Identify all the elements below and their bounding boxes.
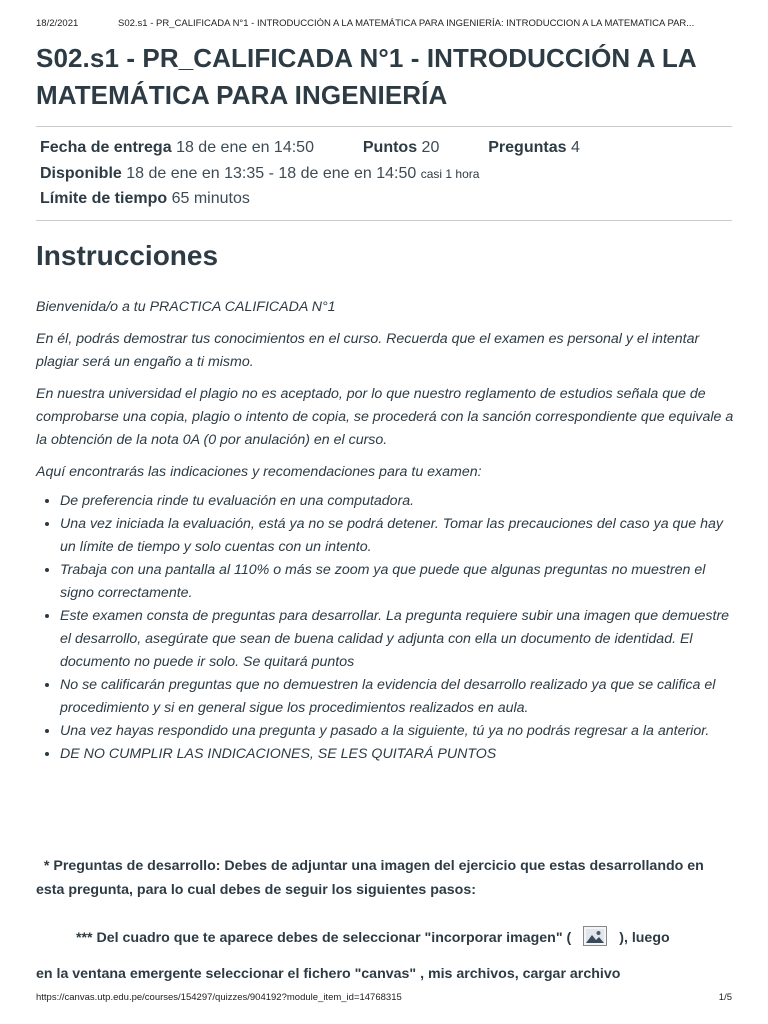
instructions-heading: Instrucciones bbox=[36, 240, 219, 271]
upload-step-text: *** Del cuadro que te aparece debes de seleccionar "incorporar imagen" ( bbox=[76, 930, 572, 946]
upload-step-line-2: en la ventana emergente seleccionar el fichero "canvas" , mis archivos, cargar archivo bbox=[36, 966, 621, 982]
divider-top bbox=[36, 126, 732, 127]
list-item: • Una vez hayas respondido una pregunta y pasado a la siguiente, tú ya no podrás regresar a la anterior. bbox=[60, 720, 736, 743]
divider-bottom bbox=[36, 220, 732, 221]
recommendations-intro: Aquí encontrarás las indicaciones y recomendaciones para tu examen: bbox=[36, 464, 482, 480]
list-item: • DE NO CUMPLIR LAS INDICACIONES, SE LES QUITARÁ PUNTOS bbox=[60, 743, 736, 766]
questions-value: 4 bbox=[570, 139, 580, 156]
available-value: 18 de ene en 13:35 - 18 de ene en 14:50 bbox=[126, 165, 417, 182]
list-item: • Este examen consta de preguntas para desarrollar. La pregunta requiere subir una imagen que demuestre el desarrollo, asegúrate que sean de buena calidad y adjunta con ella un documento de identidad. El documento no puede ir solo. Se quitará puntos bbox=[60, 605, 736, 674]
list-item: • No se calificarán preguntas que no demuestren la evidencia del desarrollo realizado ya que se califica el procedimiento y si en general sigue los procedimientos realizados en aula. bbox=[60, 674, 736, 720]
points-label: Puntos bbox=[362, 139, 418, 156]
page-url: https://canvas.utp.edu.pe/courses/154297/quizzes/904192?module_item_id=14768315 bbox=[36, 992, 402, 1003]
print-page-title: S02.s1 - PR_CALIFICADA N°1 - INTRODUCCIÓN A LA MATEMÁTICA PARA INGENIERÍA: INTRODUCCION A LA MATEMATICA PAR... bbox=[118, 18, 695, 29]
list-item: • De preferencia rinde tu evaluación en una computadora. bbox=[60, 490, 736, 513]
upload-step-line-1 bbox=[36, 926, 768, 950]
print-header bbox=[36, 18, 732, 29]
points-value: 20 bbox=[421, 139, 440, 156]
quiz-meta-row-3 bbox=[40, 188, 250, 210]
list-item: • Trabaja con una pantalla al 110% o más se zoom ya que puede que algunas preguntas no muestren el signo correctamente. bbox=[60, 559, 736, 605]
quiz-meta-row-1 bbox=[40, 137, 580, 159]
quiz-title: S02.s1 - PR_CALIFICADA N°1 - INTRODUCCIÓN A LA MATEMÁTICA PARA INGENIERÍA bbox=[36, 43, 696, 110]
instructions-body bbox=[36, 296, 736, 766]
welcome-paragraph: Bienvenida/o a tu PRACTICA CALIFICADA N°1 bbox=[36, 299, 336, 315]
upload-step-text-end: ), luego bbox=[619, 930, 670, 946]
list-item: • Una vez iniciada la evaluación, está ya no se podrá detener. Tomar las precauciones del caso ya que hay un límite de tiempo y solo cuentas con un intento. bbox=[60, 513, 736, 559]
image-icon bbox=[583, 926, 607, 946]
questions-label: Preguntas bbox=[488, 139, 567, 156]
due-value: 18 de ene en 14:50 bbox=[176, 139, 314, 156]
time-limit-label: Límite de tiempo bbox=[40, 190, 168, 207]
page-number: 1/5 bbox=[718, 992, 732, 1003]
available-note: casi 1 hora bbox=[420, 167, 480, 181]
recommendations-list bbox=[36, 490, 736, 766]
print-footer bbox=[36, 992, 732, 1003]
quiz-meta-row-2 bbox=[40, 163, 479, 185]
print-date: 18/2/2021 bbox=[36, 18, 79, 29]
due-label: Fecha de entrega bbox=[40, 139, 172, 156]
development-note: * Preguntas de desarrollo: Debes de adjuntar una imagen del ejercicio que estas desarrollando en esta pregunta, para lo cual debes de seguir los siguientes pasos: bbox=[36, 858, 708, 898]
time-limit-value: 65 minutos bbox=[171, 190, 250, 207]
plagiarism-paragraph: En nuestra universidad el plagio no es aceptado, por lo que nuestro reglamento de estudios señala que de comprobarse una copia, plagio o intento de copia, se procederá con la sanción correspondiente que equivale a la obtención de la nota 0A (0 por anulación) en el curso. bbox=[36, 386, 734, 448]
available-label: Disponible bbox=[40, 165, 122, 182]
personal-exam-paragraph: En él, podrás demostrar tus conocimientos en el curso. Recuerda que el examen es personal y el intentar plagiar será un engaño a ti mismo. bbox=[36, 331, 700, 370]
